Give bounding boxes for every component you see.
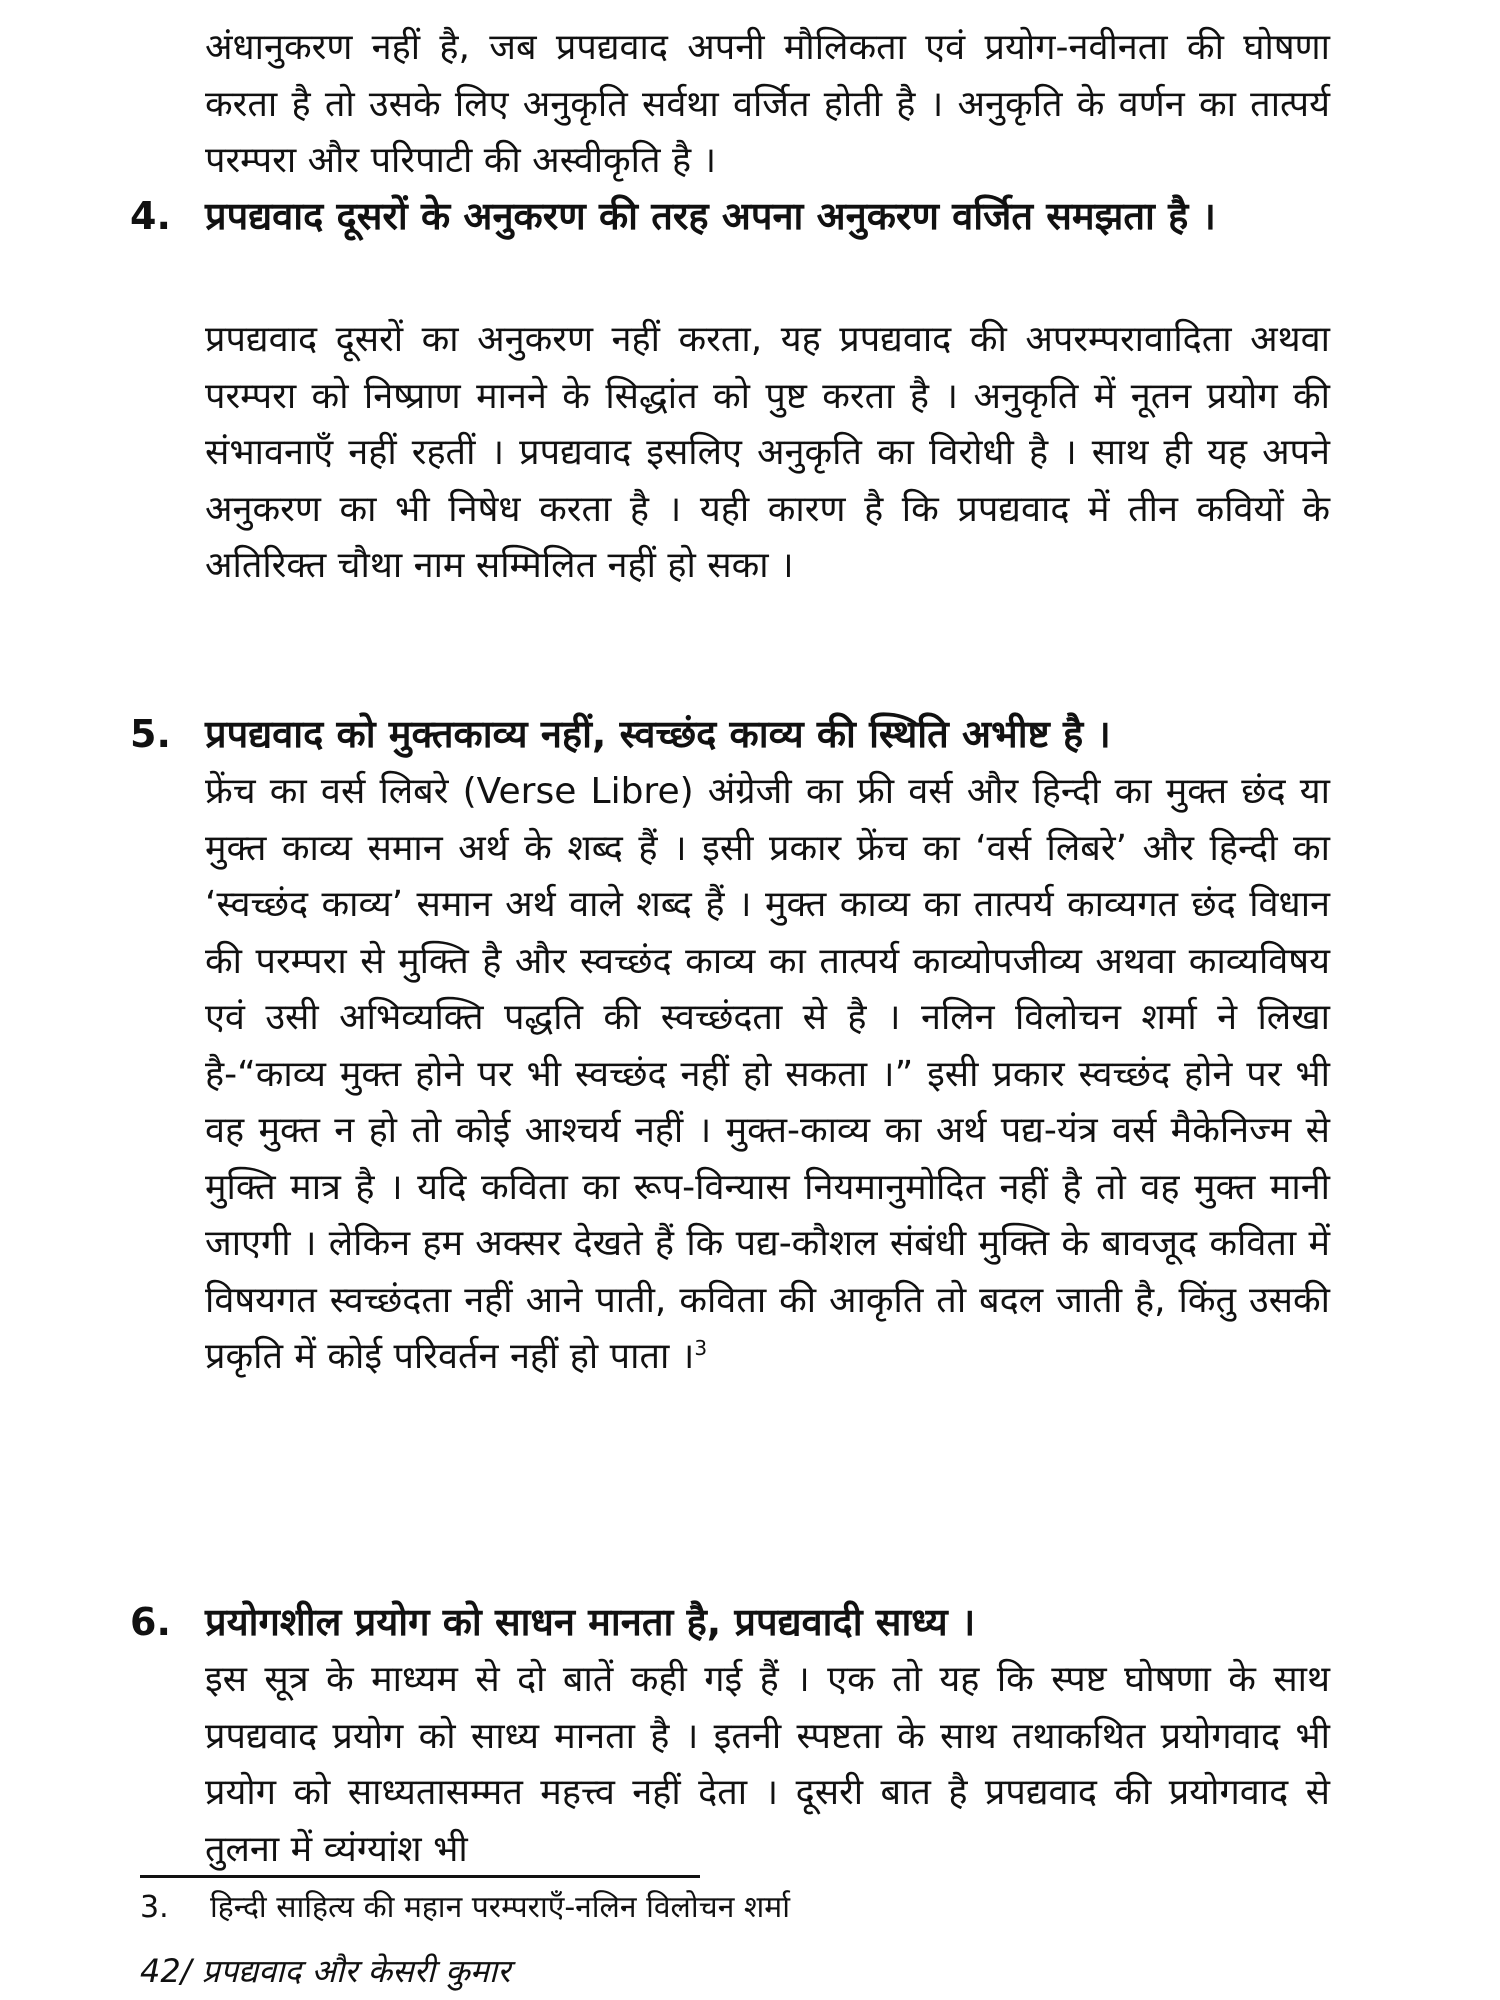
page-number: 42 [140,1952,181,1990]
footnote-reference: 3 [694,1336,708,1360]
footnote-text: हिन्दी साहित्य की महान परम्पराएँ-नलिन विलोचन शर्मा [210,1890,790,1925]
section-number: 4. [130,194,171,238]
section-number: 5. [130,712,171,756]
footnote-number: 3. [140,1890,169,1925]
page-footer [140,1950,510,1992]
section-body-4: प्रपद्यवाद दूसरों का अनुकरण नहीं करता, यह प्रपद्यवाद की अपरम्परावादिता अथवा परम्परा को निष्प्राण मानने के सिद्धांत को पुष्ट करता है । अनुकृति में नूतन प्रयोग की संभावनाएँ नहीं रहतीं । प्रपद्यवाद इसलिए अनुकृति का विरोधी है । साथ ही यह अपने अनुकरण का भी निषेध करता है । यही कारण है कि प्रपद्यवाद में तीन कवियों के अतिरिक्त चौथा नाम सम्मिलित नहीं हो सका । [205,319,1330,586]
section-body-text: फ्रेंच का वर्स लिबरे (Verse Libre) अंग्रेजी का फ्री वर्स और हिन्दी का मुक्त छंद या मुक्त काव्य समान अर्थ के शब्द हैं । इसी प्रकार फ्रेंच का ‘वर्स लिबरे’ और हिन्दी का ‘स्वच्छंद काव्य’ समान अर्थ वाले शब्द हैं । मुक्त काव्य का तात्पर्य काव्यगत छंद विधान की परम्परा से मुक्ति है और स्वच्छंद काव्य का तात्पर्य काव्योपजीव्य अथवा काव्यविषय एवं उसी अभिव्यक्ति पद्धति की स्वच्छंदता से है । नलिन विलोचन शर्मा ने लिखा है-“काव्य मुक्त होने पर भी स्वच्छंद नहीं हो सकता ।” इसी प्रकार स्वच्छंद होने पर भी वह मुक्त न हो तो कोई आश्चर्य नहीं । मुक्त-काव्य का अर्थ पद्य-यंत्र वर्स मैकेनिज्म से मुक्ति मात्र है । यदि कविता का रूप-विन्यास नियमानुमोदित नहीं है तो वह मुक्त मानी जाएगी । लेकिन हम अक्सर देखते हैं कि पद्य-कौशल संबंधी मुक्ति के बावजूद कविता में विषयगत स्वच्छंदता नहीं आने पाती, कविता की आकृति तो बदल जाती है, किंतु उसकी प्रकृति में कोई परिवर्तन नहीं हो पाता । [205,771,1330,1377]
section-body-6: इस सूत्र के माध्यम से दो बातें कही गई हैं । एक तो यह कि स्पष्ट घोषणा के साथ प्रपद्यवाद प्रयोग को साध्य मानता है । इतनी स्पष्टता के साथ तथाकथित प्रयोगवाद भी प्रयोग को साध्यतासम्मत महत्त्व नहीं देता । दूसरी बात है प्रपद्यवाद की प्रयोगवाद से तुलना में व्यंग्यांश भी [205,1659,1330,1870]
section-heading-5 [130,706,1330,762]
book-title: प्रपद्यवाद और केसरी कुमार [201,1952,511,1990]
continuation-paragraph: अंधानुकरण नहीं है, जब प्रपद्यवाद अपनी मौलिकता एवं प्रयोग-नवीनता की घोषणा करता है तो उसके लिए अनुकृति सर्वथा वर्जित होती है । अनुकृति के वर्णन का तात्पर्य परम्परा और परिपाटी की अस्वीकृति है । [205,27,1330,181]
section-title: प्रपद्यवाद दूसरों के अनुकरण की तरह अपना अनुकरण वर्जित समझता है । [205,194,1216,238]
section-number: 6. [130,1600,171,1644]
section-heading-6 [130,1594,1330,1650]
section-heading-4 [130,188,1330,244]
section-body-5 [205,764,1330,1386]
footer-separator: / [180,1952,192,1990]
section-title: प्रपद्यवाद को मुक्तकाव्य नहीं, स्वच्छंद काव्य की स्थिति अभीष्ट है । [205,712,1111,756]
section-title: प्रयोगशील प्रयोग को साधन मानता है, प्रपद्यवादी साध्य । [205,1600,976,1644]
footnote-divider [140,1875,700,1878]
footnote [140,1888,790,1928]
